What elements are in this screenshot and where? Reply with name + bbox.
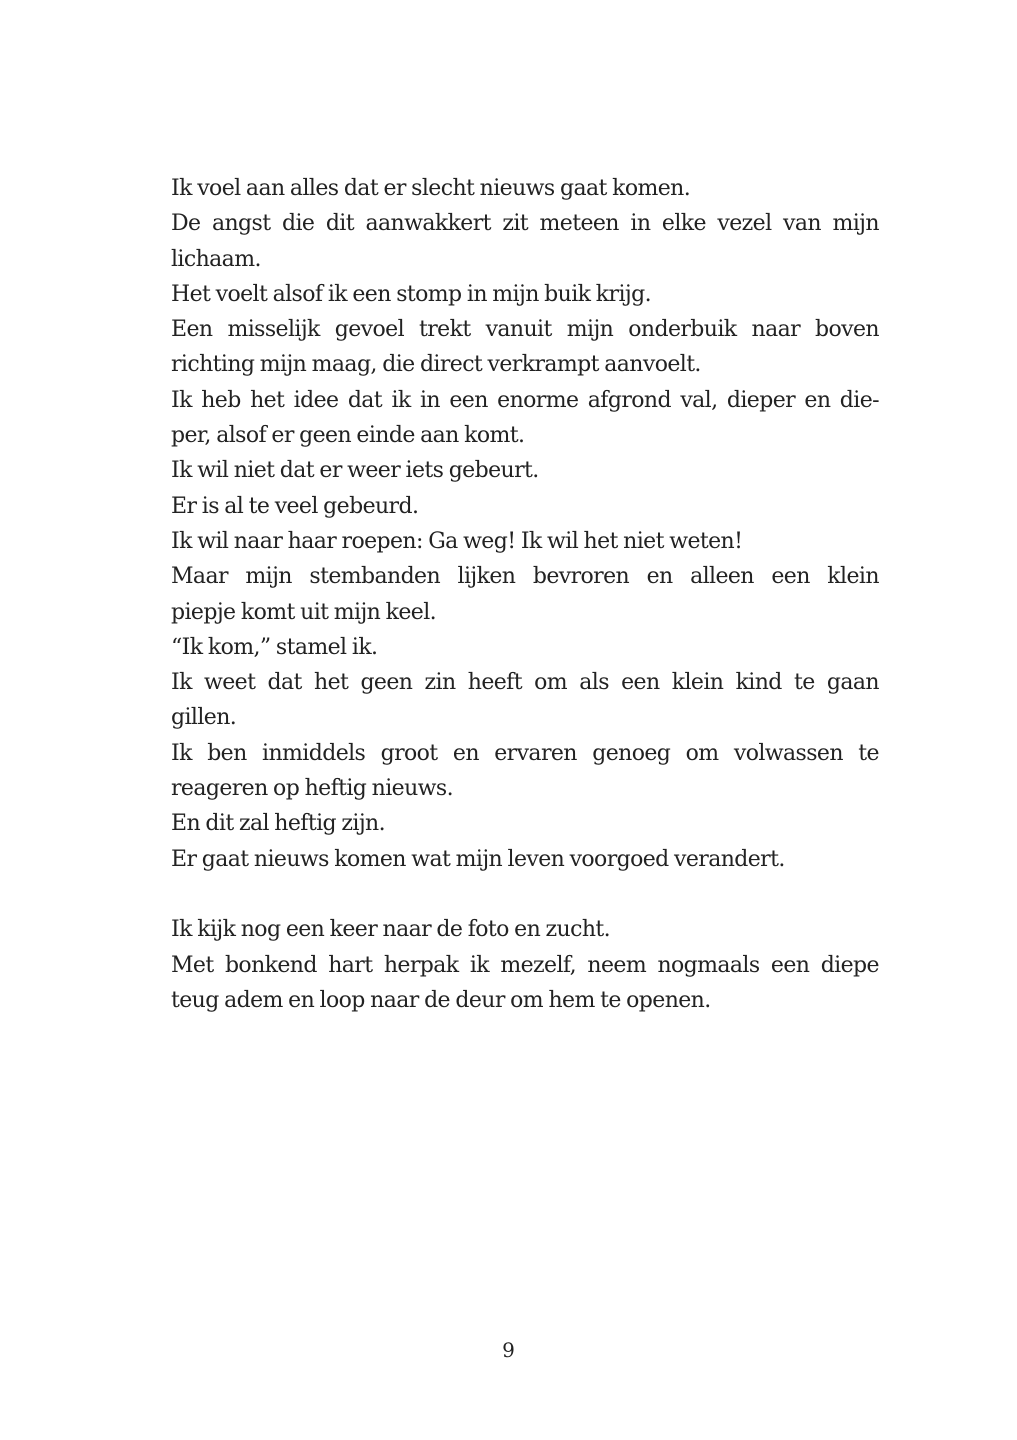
text-line: Een misselijk gevoel trekt vanuit mijn onderbuik naar boven: [171, 317, 879, 343]
text-line: Ik weet dat het geen zin heeft om als een klein kind te gaan: [171, 670, 879, 696]
text-line: per, alsof er geen einde aan komt.: [171, 423, 525, 449]
text-line: Het voelt alsof ik een stomp in mijn buik krijg.: [171, 281, 651, 307]
text-line: De angst die dit aanwakkert zit meteen in elke vezel van mijn: [171, 211, 879, 237]
text-line: Met bonkend hart herpak ik mezelf, neem nogmaals een diepe: [171, 952, 879, 978]
text-line: Ik voel aan alles dat er slecht nieuws gaat komen.: [171, 176, 691, 201]
text-line: gillen.: [171, 705, 237, 731]
text-line: reageren op heftig nieuws.: [171, 776, 453, 802]
text-line: Ik ben inmiddels groot en ervaren genoeg om volwassen te: [171, 740, 879, 766]
text-line: Maar mijn stembanden lijken bevroren en alleen een klein: [171, 564, 879, 590]
text-line: teug adem en loop naar de deur om hem te openen.: [171, 987, 711, 1013]
page-number: 9: [502, 1338, 515, 1362]
text-line: piepje komt uit mijn keel.: [171, 599, 437, 625]
text-line: Er gaat nieuws komen wat mijn leven voorgoed verandert.: [171, 846, 785, 872]
paragraph: [171, 171, 879, 877]
text-line: Er is al te veel gebeurd.: [171, 493, 419, 519]
text-line: Ik wil niet dat er weer iets gebeurt.: [171, 458, 539, 484]
text-line: Ik heb het idee dat ik in een enorme afgrond val, dieper en die-: [171, 387, 879, 413]
text-line: “Ik kom,” stamel ik.: [171, 634, 378, 660]
body-text: [171, 171, 879, 1018]
text-line: En dit zal heftig zijn.: [171, 811, 386, 837]
paragraph-break: [171, 877, 879, 912]
text-line: Ik kijk nog een keer naar de foto en zucht.: [171, 917, 611, 943]
paragraph: [171, 912, 879, 1018]
text-line: lichaam.: [171, 246, 261, 272]
text-line: Ik wil naar haar roepen: Ga weg! Ik wil het niet weten!: [171, 528, 743, 554]
text-line: richting mijn maag, die direct verkrampt aanvoelt.: [171, 352, 701, 378]
